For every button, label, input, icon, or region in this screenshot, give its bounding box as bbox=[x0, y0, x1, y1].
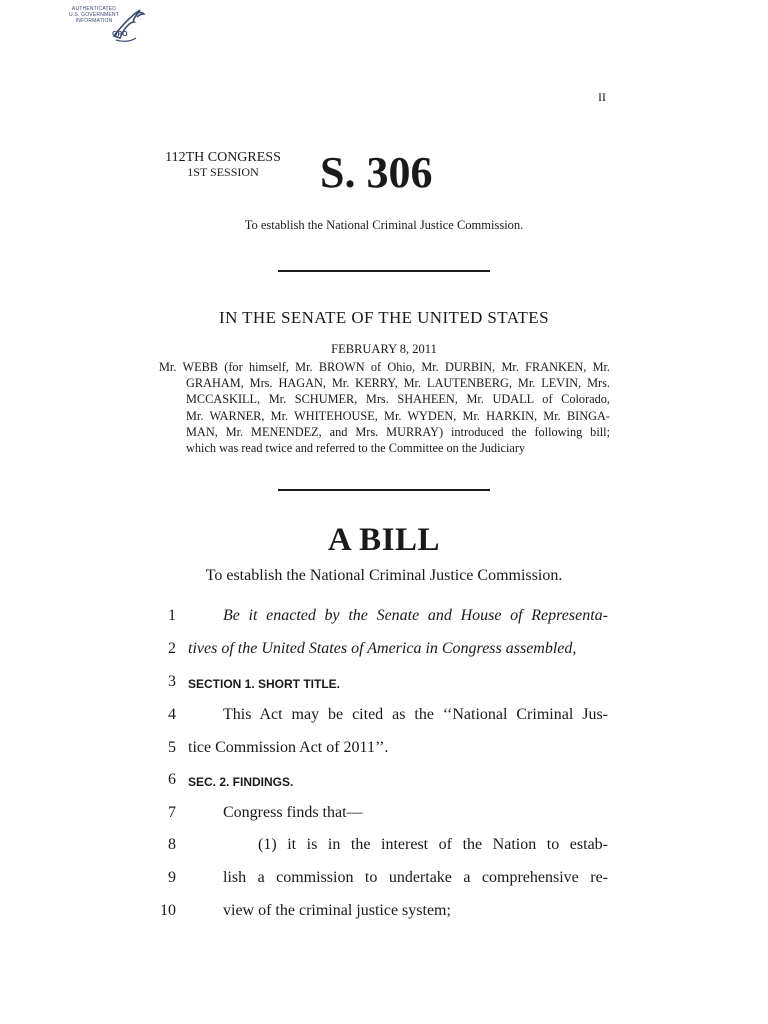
page-marker: II bbox=[598, 90, 606, 104]
sponsors-line: GRAHAM, Mrs. HAGAN, Mr. KERRY, Mr. LAUTENBERG, Mr. LEVIN, Mrs. bbox=[186, 376, 610, 391]
line-number: 4 bbox=[168, 706, 176, 723]
sponsors-line: MAN, Mr. MENENDEZ, and Mrs. MURRAY) introduced the following bill; bbox=[186, 424, 610, 439]
line-number: 7 bbox=[168, 804, 176, 821]
line-number: 9 bbox=[168, 869, 176, 886]
sponsors-paragraph bbox=[159, 359, 610, 456]
body-text-line: tice Commission Act of 2011’’. bbox=[188, 739, 389, 756]
section-heading: SEC. 2. FINDINGS. bbox=[188, 775, 294, 789]
line-number: 10 bbox=[160, 902, 176, 919]
line-number: 3 bbox=[168, 673, 176, 690]
sponsors-line: MCCASKILL, Mr. SCHUMER, Mrs. SHAHEEN, Mr. UDALL of Colorado, bbox=[186, 392, 610, 407]
line-number: 8 bbox=[168, 836, 176, 853]
section-heading: SECTION 1. SHORT TITLE. bbox=[188, 677, 341, 691]
seal-line: INFORMATION bbox=[75, 18, 113, 24]
body-text-line: view of the criminal justice system; bbox=[223, 902, 451, 919]
bill-purpose: To establish the National Criminal Justice Commission. bbox=[244, 218, 524, 232]
body-text-line: Congress finds that— bbox=[223, 804, 363, 821]
divider-rule bbox=[278, 270, 490, 272]
line-number: 2 bbox=[168, 640, 176, 657]
seal-gpo-label: GPO bbox=[112, 31, 128, 38]
enacting-clause-line: Be it enacted by the Senate and House of Representa- bbox=[223, 607, 608, 624]
bill-long-title: To establish the National Criminal Justice Commission. bbox=[205, 567, 563, 584]
body-text-line: This Act may be cited as the ‘‘National Criminal Jus- bbox=[223, 706, 608, 723]
divider-rule bbox=[278, 489, 490, 491]
sponsors-line: Mr. WARNER, Mr. WHITEHOUSE, Mr. WYDEN, Mr. HARKIN, Mr. BINGA- bbox=[186, 408, 610, 423]
body-text-line: (1) it is in the interest of the Nation to estab- bbox=[258, 836, 608, 853]
session-label: 1ST SESSION bbox=[187, 165, 259, 179]
bill-number: S. 306 bbox=[320, 148, 433, 197]
enacting-clause-line: tives of the United States of America in Congress assembled, bbox=[188, 640, 577, 657]
sponsors-line: Mr. WEBB (for himself, Mr. BROWN of Ohio, Mr. DURBIN, Mr. FRANKEN, Mr. bbox=[159, 360, 610, 374]
sponsors-line: which was read twice and referred to the Committee on the Judiciary bbox=[186, 441, 526, 456]
line-number: 6 bbox=[168, 771, 176, 788]
gpo-authentication-seal bbox=[62, 6, 146, 46]
chamber-heading: IN THE SENATE OF THE UNITED STATES bbox=[219, 308, 549, 327]
congress-session-block bbox=[158, 150, 288, 180]
bill-heading: A BILL bbox=[327, 522, 441, 558]
body-text-line: lish a commission to undertake a comprehensive re- bbox=[223, 869, 608, 886]
line-number: 1 bbox=[168, 607, 176, 624]
eagle-icon bbox=[110, 6, 146, 44]
seal-line: U.S. GOVERNMENT bbox=[69, 12, 119, 18]
congress-label: 112TH CONGRESS bbox=[165, 150, 281, 165]
introduction-date: FEBRUARY 8, 2011 bbox=[331, 342, 437, 356]
line-number: 5 bbox=[168, 739, 176, 756]
seal-line: AUTHENTICATED bbox=[71, 6, 117, 12]
